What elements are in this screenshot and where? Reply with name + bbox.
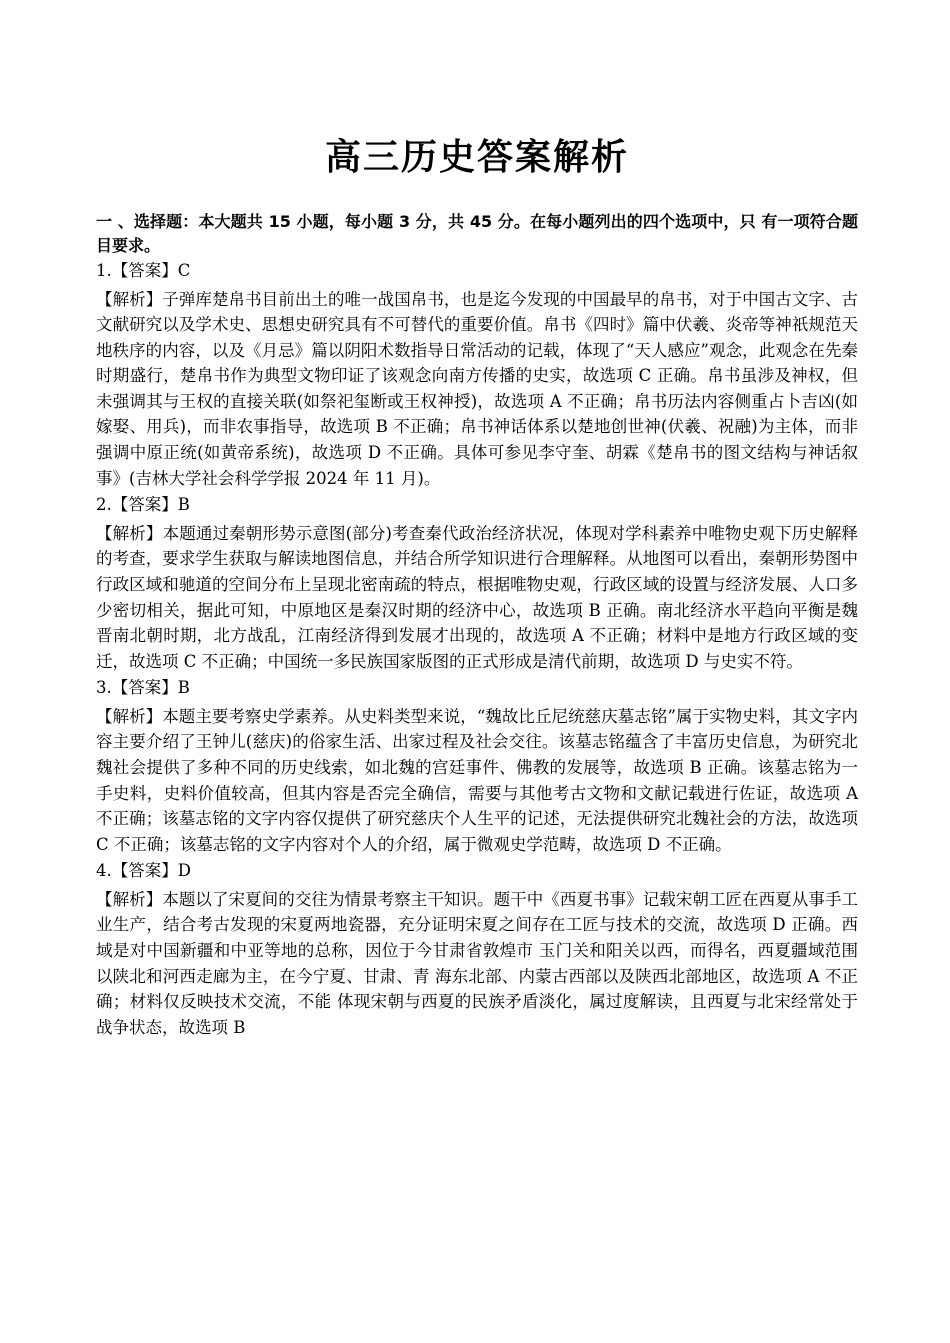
question-item-4	[96, 859, 858, 1040]
question-item-2	[96, 493, 858, 674]
analysis-label: 【解析】	[96, 523, 163, 543]
answer-line: 4.【答案】D	[96, 861, 191, 881]
analysis-paragraph	[96, 704, 858, 858]
analysis-label: 【解析】	[96, 889, 163, 909]
analysis-text: 子弹库楚帛书目前出土的唯一战国帛书，也是迄今发现的中国最早的帛书，对于中国古文字、古文献研究以及学术史、思想史研究具有不可替代的重要价值。帛书《四时》篇中伏羲、炎帝等神祇规范天地秩序的内容，以及《月忌》篇以阴阳术数指导日常活动的记载，体现了“天人感应”观念，此观念在先秦时期盛行，楚帛书作为典型文物印证了该观念向南方传播的史实，故选项 C 正确。帛书虽涉及神权，但未强调其与王权的直接关联(如祭祀玺断或王权神授)，故选项 A 不正确；帛书历法内容侧重占卜吉凶(如嫁娶、用兵)，而非农事指导，故选项 B 不正确；帛书神话体系以楚地创世神(伏羲、祝融)为主体，而非强调中原正统(如黄帝系统)，故选项 D 不正确。具体可参见李守奎、胡霖《楚帛书的图文结构与神话叙事》(吉林大学社会科学学报 2024 年 11 月)。	[96, 289, 859, 488]
answer-line: 2.【答案】B	[96, 495, 190, 515]
analysis-label: 【解析】	[96, 289, 163, 309]
answer-line: 1.【答案】C	[96, 261, 191, 280]
page-title: 高三历史答案解析	[324, 137, 629, 178]
analysis-paragraph	[96, 887, 858, 1041]
analysis-text: 本题通过秦朝形势示意图(部分)考查秦代政治经济状况，体现对学科素养中唯物史观下历史解释的考查，要求学生获取与解读地图信息，并结合所学知识进行合理解释。从地图可以看出，秦朝形势图中行政区域和驰道的空间分布上呈现北密南疏的特点，根据唯物史观，行政区域的设置与经济发展、人口多少密切相关，据此可知，中原地区是秦汉时期的经济中心，故选项 B 正确。南北经济水平趋向平衡是魏晋南北朝时期，北方战乱，江南经济得到发展才出现的，故选项 A 不正确；材料中是地方行政区域的变迁，故选项 C 不正确；中国统一多民族国家版图的正式形成是清代前期，故选项 D 与史实不符。	[96, 523, 859, 671]
question-item-1	[96, 259, 858, 491]
analysis-text: 本题主要考察史学素养。从史料类型来说，“魏故比丘尼统慈庆墓志铭”属于实物史料，其文字内容主要介绍了王钟儿(慈庆)的俗家生活、出家过程及社会交往。该墓志铭蕴含了丰富历史信息，为研究北魏社会提供了多种不同的历史线索，如北魏的宫廷事件、佛教的发展等，故选项 B 正确。该墓志铭为一手史料，史料价值较高，但其内容是否完全确信，需要与其他考古文物和文献记载进行佐证，故选项 A 不正确；该墓志铭的文字内容仅提供了研究慈庆个人生平的记述，无法提供研究北魏社会的方法，故选项 C 不正确；该墓志铭的文字内容对个人的介绍，属于微观史学范畴，故选项 D 不正确。	[96, 706, 859, 854]
answer-line: 3.【答案】B	[96, 678, 190, 698]
document-page	[96, 0, 858, 1042]
analysis-text: 本题以了宋夏间的交往为情景考察主干知识。题干中《西夏书事》记载宋朝工匠在西夏从事手工业生产，结合考古发现的宋夏两地瓷器，充分证明宋夏之间存在工匠与技术的交流，故选项 D 正确。西域是对中国新疆和中亚等地的总称，因位于今甘肃省敦煌市 玉门关和阳关以西，而得名，西夏疆域范围以陕北和河西走廊为主，在今宁夏、甘肃、青 海东北部、内蒙古西部以及陕西北部地区，故选项 A 不正确；材料仅反映技术交流，不能 体现宋朝与西夏的民族矛盾淡化，属过度解读，且西夏与北宋经常处于战争状态，故选项 B	[96, 889, 859, 1037]
analysis-paragraph	[96, 521, 858, 675]
analysis-paragraph	[96, 287, 858, 492]
analysis-label: 【解析】	[96, 706, 163, 726]
question-item-3	[96, 676, 858, 857]
section-heading: 一 、选择题：本大题共 15 小题，每小题 3 分，共 45 分。在每小题列出的四个选项中，只 有一项符合题目要求。	[96, 212, 858, 255]
